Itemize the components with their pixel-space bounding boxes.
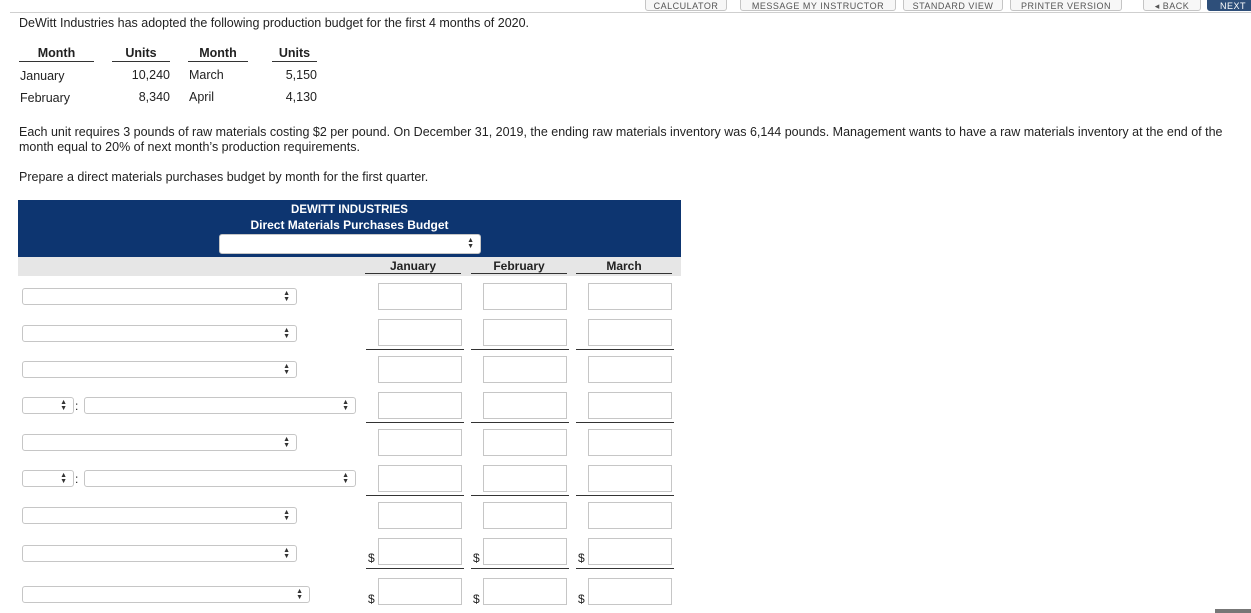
row7-january-input[interactable] [378, 502, 462, 529]
intro-text: DeWitt Industries has adopted the following production budget for the first 4 months of 2020. [19, 16, 530, 30]
dollar-sign: $ [368, 551, 375, 565]
row8-march-input[interactable] [588, 538, 672, 565]
row4-march-input[interactable] [588, 392, 672, 419]
subtotal-line [366, 422, 464, 423]
row4-label-select[interactable] [84, 397, 356, 414]
subtotal-line [471, 349, 569, 350]
printer-version-button[interactable]: PRINTER VERSION [1010, 0, 1122, 11]
row9-february-input[interactable] [483, 578, 567, 605]
row7-february-input[interactable] [483, 502, 567, 529]
budget-header [18, 200, 681, 257]
toolbar-divider [10, 12, 1251, 13]
row1-units: 10,240 [131, 68, 170, 82]
subtotal-line [366, 495, 464, 496]
row5-march-input[interactable] [588, 429, 672, 456]
row3-label-select[interactable] [22, 361, 297, 378]
message-instructor-button[interactable]: MESSAGE MY INSTRUCTOR [740, 0, 896, 11]
row7-label-select[interactable] [22, 507, 297, 524]
row5-january-input[interactable] [378, 429, 462, 456]
row4-january-input[interactable] [378, 392, 462, 419]
top-toolbar [0, 0, 1251, 14]
colon-separator: : [75, 472, 79, 486]
select-arrows-icon: ▲ ▼ [283, 436, 290, 449]
subtotal-line [366, 568, 464, 569]
problem-paragraph: Each unit requires 3 pounds of raw materials costing $2 per pound. On December 31, 2019, the ending raw materials inventory was 6,144 pounds. Management wants to have a raw materials inventory at the end of the month equal to 20% of next month’s production requirements. [19, 125, 1223, 154]
dollar-sign: $ [578, 551, 585, 565]
column-march: March [576, 259, 672, 274]
row2-label-select[interactable] [22, 325, 297, 342]
row3-january-input[interactable] [378, 356, 462, 383]
row5-february-input[interactable] [483, 429, 567, 456]
header-units-1: Units [112, 46, 170, 62]
row2-month2: April [189, 90, 215, 104]
budget-title: Direct Materials Purchases Budget [250, 218, 449, 232]
row3-march-input[interactable] [588, 356, 672, 383]
subtotal-line [576, 349, 674, 350]
row1-march-input[interactable] [588, 283, 672, 310]
column-header-row [18, 257, 681, 276]
dollar-sign: $ [473, 592, 480, 606]
row2-units2: 4,130 [285, 90, 317, 104]
select-arrows-icon: ▲ ▼ [283, 290, 290, 303]
dollar-sign: $ [578, 592, 585, 606]
subtotal-line [576, 495, 674, 496]
select-arrows-icon: ▲ ▼ [283, 327, 290, 340]
row1-january-input[interactable] [378, 283, 462, 310]
row4-february-input[interactable] [483, 392, 567, 419]
row6-february-input[interactable] [483, 465, 567, 492]
subtotal-line [471, 568, 569, 569]
row2-february-input[interactable] [483, 319, 567, 346]
row9-january-input[interactable] [378, 578, 462, 605]
row8-label-select[interactable] [22, 545, 297, 562]
row6-january-input[interactable] [378, 465, 462, 492]
company-name: DEWITT INDUSTRIES [291, 204, 408, 216]
header-units-2: Units [272, 46, 317, 62]
row4-small-select[interactable] [22, 397, 74, 414]
row8-january-input[interactable] [378, 538, 462, 565]
subtotal-line [576, 422, 674, 423]
row1-month2: March [189, 68, 224, 82]
row2-units: 8,340 [138, 90, 170, 104]
select-arrows-icon: ▲ ▼ [283, 509, 290, 522]
row1-february-input[interactable] [483, 283, 567, 310]
row6-march-input[interactable] [588, 465, 672, 492]
row9-march-input[interactable] [588, 578, 672, 605]
row2-january-input[interactable] [378, 319, 462, 346]
dollar-sign: $ [368, 592, 375, 606]
row5-label-select[interactable] [22, 434, 297, 451]
instruction-text: Prepare a direct materials purchases budget by month for the first quarter. [19, 170, 429, 184]
select-arrows-icon: ▲ ▼ [60, 399, 67, 412]
row2-month: February [20, 91, 71, 105]
row7-march-input[interactable] [588, 502, 672, 529]
header-month-1: Month [19, 46, 94, 62]
row9-label-select[interactable] [22, 586, 310, 603]
back-button[interactable]: ◂ BACK [1143, 0, 1201, 11]
subtotal-line [471, 495, 569, 496]
colon-separator: : [75, 399, 79, 413]
select-arrows-icon: ▲ ▼ [467, 237, 474, 250]
subtotal-line [366, 349, 464, 350]
column-january: January [365, 259, 461, 274]
row6-small-select[interactable] [22, 470, 74, 487]
subtotal-line [471, 422, 569, 423]
calculator-button[interactable]: CALCULATOR [645, 0, 727, 11]
select-arrows-icon: ▲ ▼ [283, 363, 290, 376]
scrollbar-fragment[interactable] [1215, 609, 1251, 613]
dollar-sign: $ [473, 551, 480, 565]
row6-label-select[interactable] [84, 470, 356, 487]
header-month-2: Month [188, 46, 248, 62]
select-arrows-icon: ▲ ▼ [342, 399, 349, 412]
select-arrows-icon: ▲ ▼ [296, 588, 303, 601]
row8-february-input[interactable] [483, 538, 567, 565]
select-arrows-icon: ▲ ▼ [60, 472, 67, 485]
select-arrows-icon: ▲ ▼ [283, 547, 290, 560]
subtotal-line [576, 568, 674, 569]
period-select[interactable] [219, 234, 481, 254]
next-button[interactable]: NEXT [1207, 0, 1251, 11]
select-arrows-icon: ▲ ▼ [342, 472, 349, 485]
row1-month: January [20, 69, 65, 83]
row1-label-select[interactable] [22, 288, 297, 305]
standard-view-button[interactable]: STANDARD VIEW [903, 0, 1003, 11]
row3-february-input[interactable] [483, 356, 567, 383]
row1-units2: 5,150 [285, 68, 317, 82]
row2-march-input[interactable] [588, 319, 672, 346]
column-february: February [471, 259, 567, 274]
